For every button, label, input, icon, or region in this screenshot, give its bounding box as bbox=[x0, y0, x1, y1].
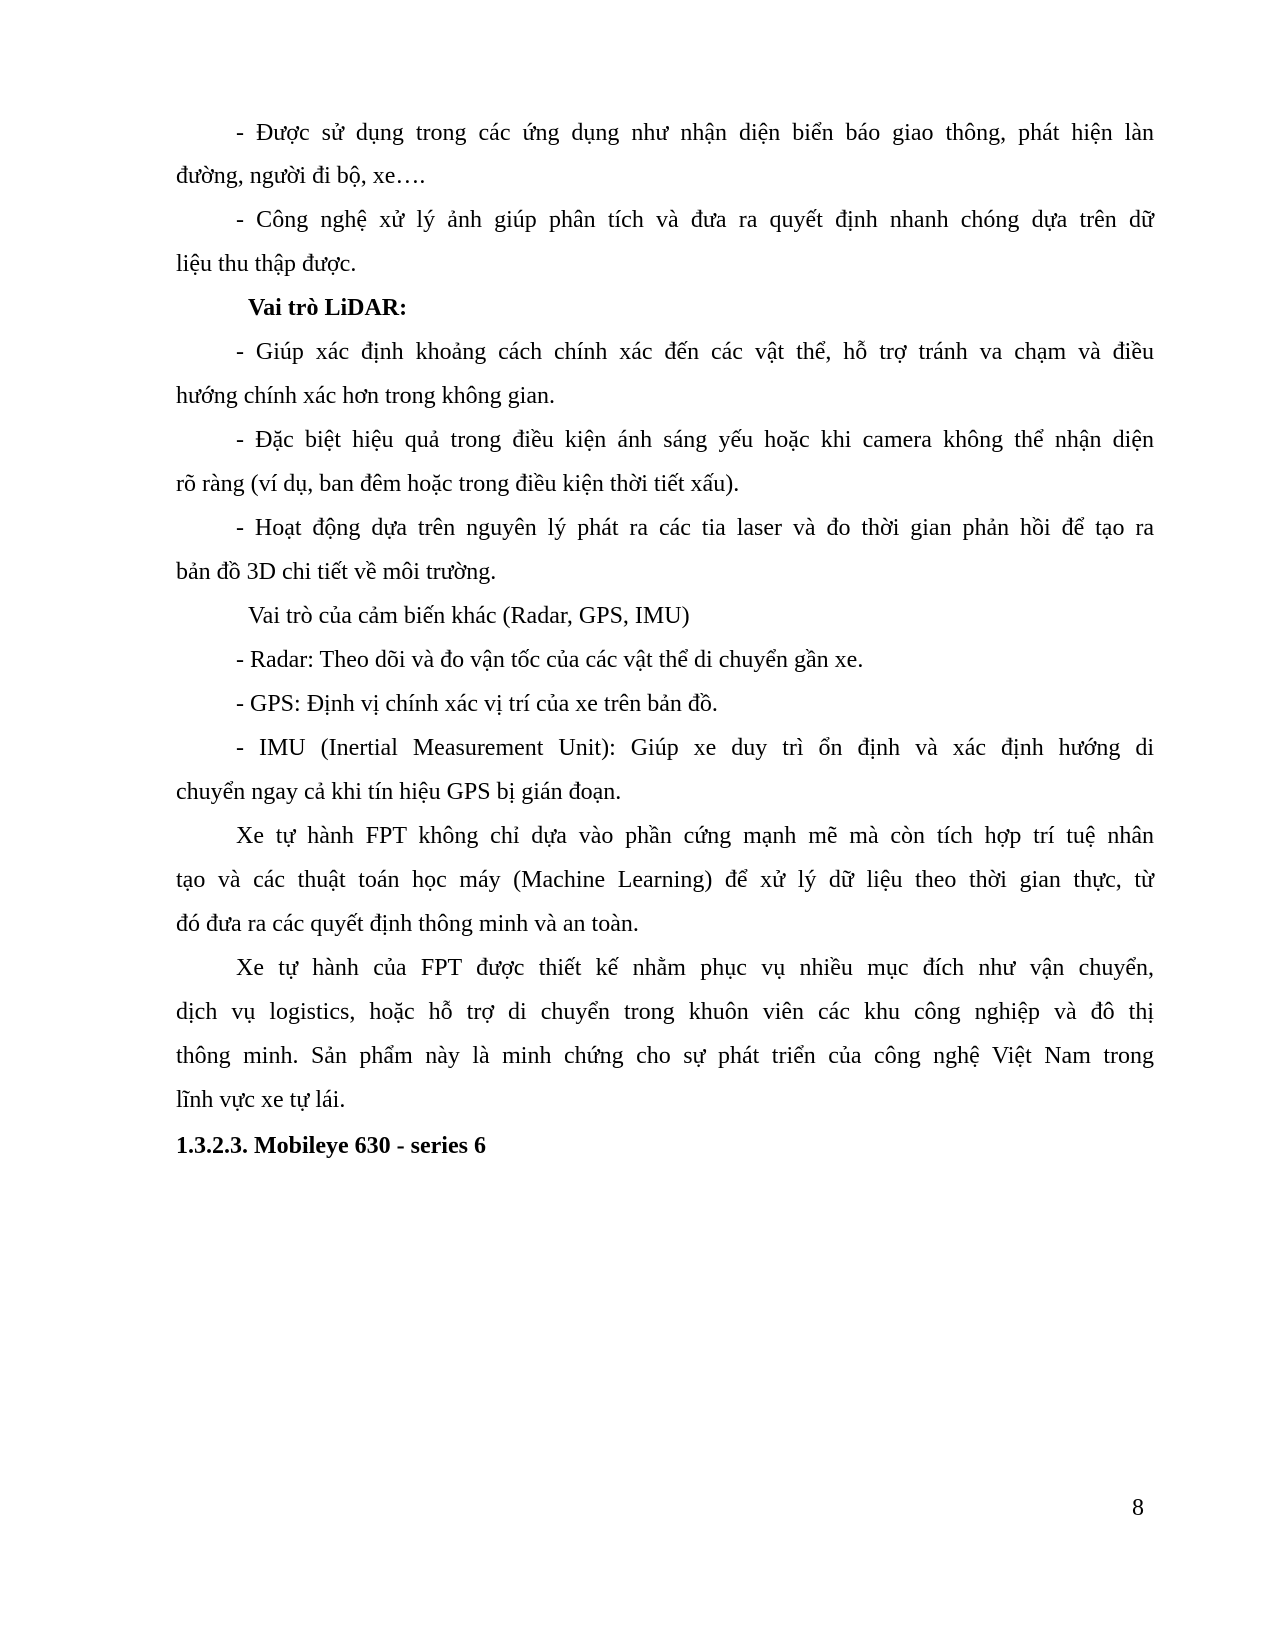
paragraph-line: liệu thu thập được. bbox=[176, 251, 357, 277]
section-heading-lidar: Vai trò LiDAR: bbox=[248, 295, 408, 321]
page-number: 8 bbox=[1132, 1495, 1144, 1521]
paragraph-line: - Giúp xác định khoảng cách chính xác đến các vật thể, hỗ trợ tránh va chạm và điều bbox=[236, 339, 1154, 365]
paragraph-line: - Đặc biệt hiệu quả trong điều kiện ánh sáng yếu hoặc khi camera không thể nhận diện bbox=[236, 427, 1154, 453]
paragraph-line: Xe tự hành FPT không chỉ dựa vào phần cứng mạnh mẽ mà còn tích hợp trí tuệ nhân bbox=[236, 823, 1154, 849]
paragraph-line: đó đưa ra các quyết định thông minh và an toàn. bbox=[176, 911, 639, 937]
paragraph-line: - IMU (Inertial Measurement Unit): Giúp xe duy trì ổn định và xác định hướng di bbox=[236, 735, 1154, 761]
paragraph-line: rõ ràng (ví dụ, ban đêm hoặc trong điều kiện thời tiết xấu). bbox=[176, 471, 740, 497]
paragraph-line: - Radar: Theo dõi và đo vận tốc của các vật thể di chuyển gần xe. bbox=[236, 647, 864, 673]
paragraph-line: - Được sử dụng trong các ứng dụng như nhận diện biển báo giao thông, phát hiện làn bbox=[236, 120, 1154, 146]
paragraph-line: thông minh. Sản phẩm này là minh chứng cho sự phát triển của công nghệ Việt Nam trong bbox=[176, 1043, 1154, 1069]
section-heading-mobileye: 1.3.2.3. Mobileye 630 - series 6 bbox=[176, 1133, 486, 1159]
paragraph-line: - Hoạt động dựa trên nguyên lý phát ra các tia laser và đo thời gian phản hồi để tạo ra bbox=[236, 515, 1154, 541]
paragraph-line: chuyển ngay cả khi tín hiệu GPS bị gián đoạn. bbox=[176, 779, 622, 805]
paragraph-line: đường, người đi bộ, xe…. bbox=[176, 163, 426, 189]
paragraph-line: bản đồ 3D chi tiết về môi trường. bbox=[176, 559, 497, 585]
paragraph-line: tạo và các thuật toán học máy (Machine Learning) để xử lý dữ liệu theo thời gian thực, từ bbox=[176, 867, 1154, 893]
section-heading-other-sensors: Vai trò của cảm biến khác (Radar, GPS, IMU) bbox=[248, 603, 690, 629]
paragraph-line: lĩnh vực xe tự lái. bbox=[176, 1087, 346, 1113]
paragraph-line: - GPS: Định vị chính xác vị trí của xe trên bản đồ. bbox=[236, 691, 718, 717]
paragraph-line: Xe tự hành của FPT được thiết kế nhằm phục vụ nhiều mục đích như vận chuyển, bbox=[236, 955, 1154, 981]
paragraph-line: dịch vụ logistics, hoặc hỗ trợ di chuyển trong khuôn viên các khu công nghiệp và đô thị bbox=[176, 999, 1154, 1025]
paragraph-line: hướng chính xác hơn trong không gian. bbox=[176, 383, 555, 409]
paragraph-line: - Công nghệ xử lý ảnh giúp phân tích và đưa ra quyết định nhanh chóng dựa trên dữ bbox=[236, 207, 1154, 233]
